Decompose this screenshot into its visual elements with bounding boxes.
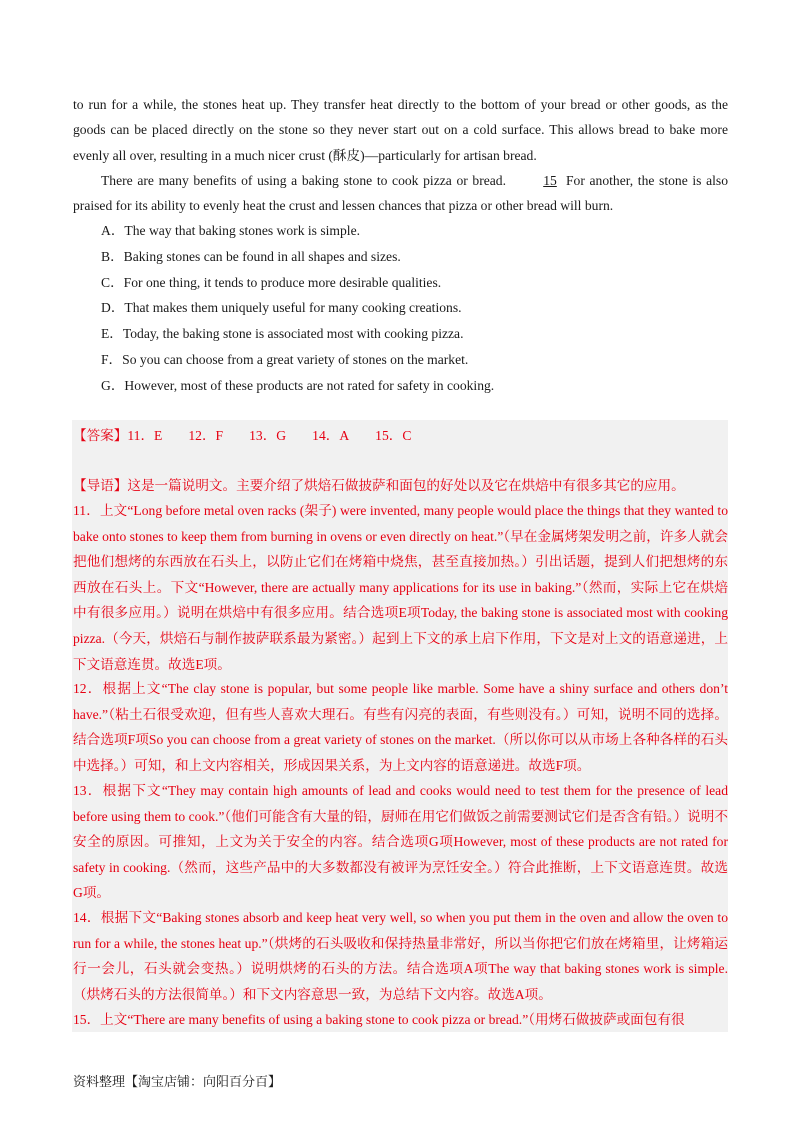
explanation-12: 12．根据上文“The clay stone is popular, but some people like marble. Some have a shiny surface and others don’t have.”（粘土石很受欢迎，但有些人喜欢大理石。有些有闪亮的表面，有些则没有。）可知，说明不同的选择。结合选项F项So you can choose from a great variety of stones on the market.（所以你可以从市场上各种各样的石头中选择。）可知，和上文内容相关，形成因果关系，为上文内容的语意递进。故选F项。 <box>73 681 728 773</box>
passage-paragraph-2 <box>73 168 728 219</box>
explanation-14: 14．根据下文“Baking stones absorb and keep heat very well, so when you put them in the oven and allow the oven to run for a while, the stones heat up.”（烘烤的石头吸收和保持热量非常好，所以当你把它们放在烤箱里，让烤箱运行一会儿，石头就会变热。）说明烘烤的石头的方法。结合选项A项The way that baking stones work is simple.（烘烤石头的方法很简单。）和下文内容意思一致，为总结下文内容。故选A项。 <box>73 910 728 1002</box>
option-a: A．The way that baking stones work is simple. <box>101 223 360 238</box>
passage-paragraph-1: to run for a while, the stones heat up. They transfer heat directly to the bottom of your bread or other goods, as the goods can be placed directly on the stone so they never start out on a cold surface. This allows bread to bake more evenly all over, resulting in a much nicer crust (酥皮)—particularly for artisan bread. <box>73 97 728 163</box>
option-b: B．Baking stones can be found in all shapes and sizes. <box>101 248 401 264</box>
answer-12: 12．F <box>188 428 224 443</box>
answer-line <box>73 423 437 449</box>
explanation-11: 11．上文“Long before metal oven racks (架子) were invented, many people would place the things that they wanted to bake onto stones to keep them from burning in ovens or even directly on heat.”（早在金属烤架发明之前，许多人就会把他们想烤的东西放在石头上，以防止它们在烤箱中烧焦，甚至直接加热。）引出话题，提到人们把想烤的东西放在石头上。下文“However, there are actually many applications for its use in baking.”（然而，实际上它在烘焙中有很多应用。）说明在烘焙中有很多应用。结合选项E项Today, the baking stone is associated most with cooking pizza.（今天，烘焙石与制作披萨联系最为紧密。）起到上下文的承上启下作用，下文是对上文的语意递进，上下文语意连贯。故选E项。 <box>73 503 728 672</box>
options-list <box>101 218 721 399</box>
option-f: F．So you can choose from a great variety of stones on the market. <box>101 351 469 367</box>
paragraph-2-before-blank: There are many benefits of using a baking stone to cook pizza or bread. <box>101 173 506 188</box>
explanation-15: 15．上文“There are many benefits of using a baking stone to cook pizza or bread.”（用烤石做披萨或面包有很 <box>73 1012 685 1027</box>
option-c: C．For one thing, it tends to produce more desirable qualities. <box>101 274 442 290</box>
answer-15: 15．C <box>375 428 412 443</box>
blank-15: 15 <box>543 173 557 188</box>
footer-text: 资料整理【淘宝店铺：向阳百分百】 <box>73 1075 282 1090</box>
option-d: D．That makes them uniquely useful for many cooking creations. <box>101 300 462 316</box>
answer-14: 14．A <box>312 428 350 443</box>
paragraph-2-after-blank: For another, the stone is also praised for its ability to evenly heat the crust and lessen chances that pizza or other bread will burn. <box>73 173 728 214</box>
option-g: G．However, most of these products are not rated for safety in cooking. <box>101 377 495 393</box>
explanation-13: 13．根据下文“They may contain high amounts of lead and cooks would need to test them for the presence of lead before using them to cook.”（他们可能含有大量的铅，厨师在用它们做饭之前需要测试它们是否含有铅。）说明不安全的原因。可推知，上文为关于安全的内容。结合选项G项However, most of these products are not rated for safety in cooking.（然而，这些产品中的大多数都没有被评为烹饪安全。）符合此推断，上下文语意连贯。故选G项。 <box>73 783 728 901</box>
guide-text: 【导语】这是一篇说明文。主要介绍了烘焙石做披萨和面包的好处以及它在烘焙中有很多其它的应用。 <box>73 478 685 493</box>
answer-13: 13．G <box>249 428 287 443</box>
option-e: E．Today, the baking stone is associated most with cooking pizza. <box>101 326 464 342</box>
answer-label: 【答案】 <box>73 428 128 443</box>
answer-11: 11．E <box>127 428 163 443</box>
